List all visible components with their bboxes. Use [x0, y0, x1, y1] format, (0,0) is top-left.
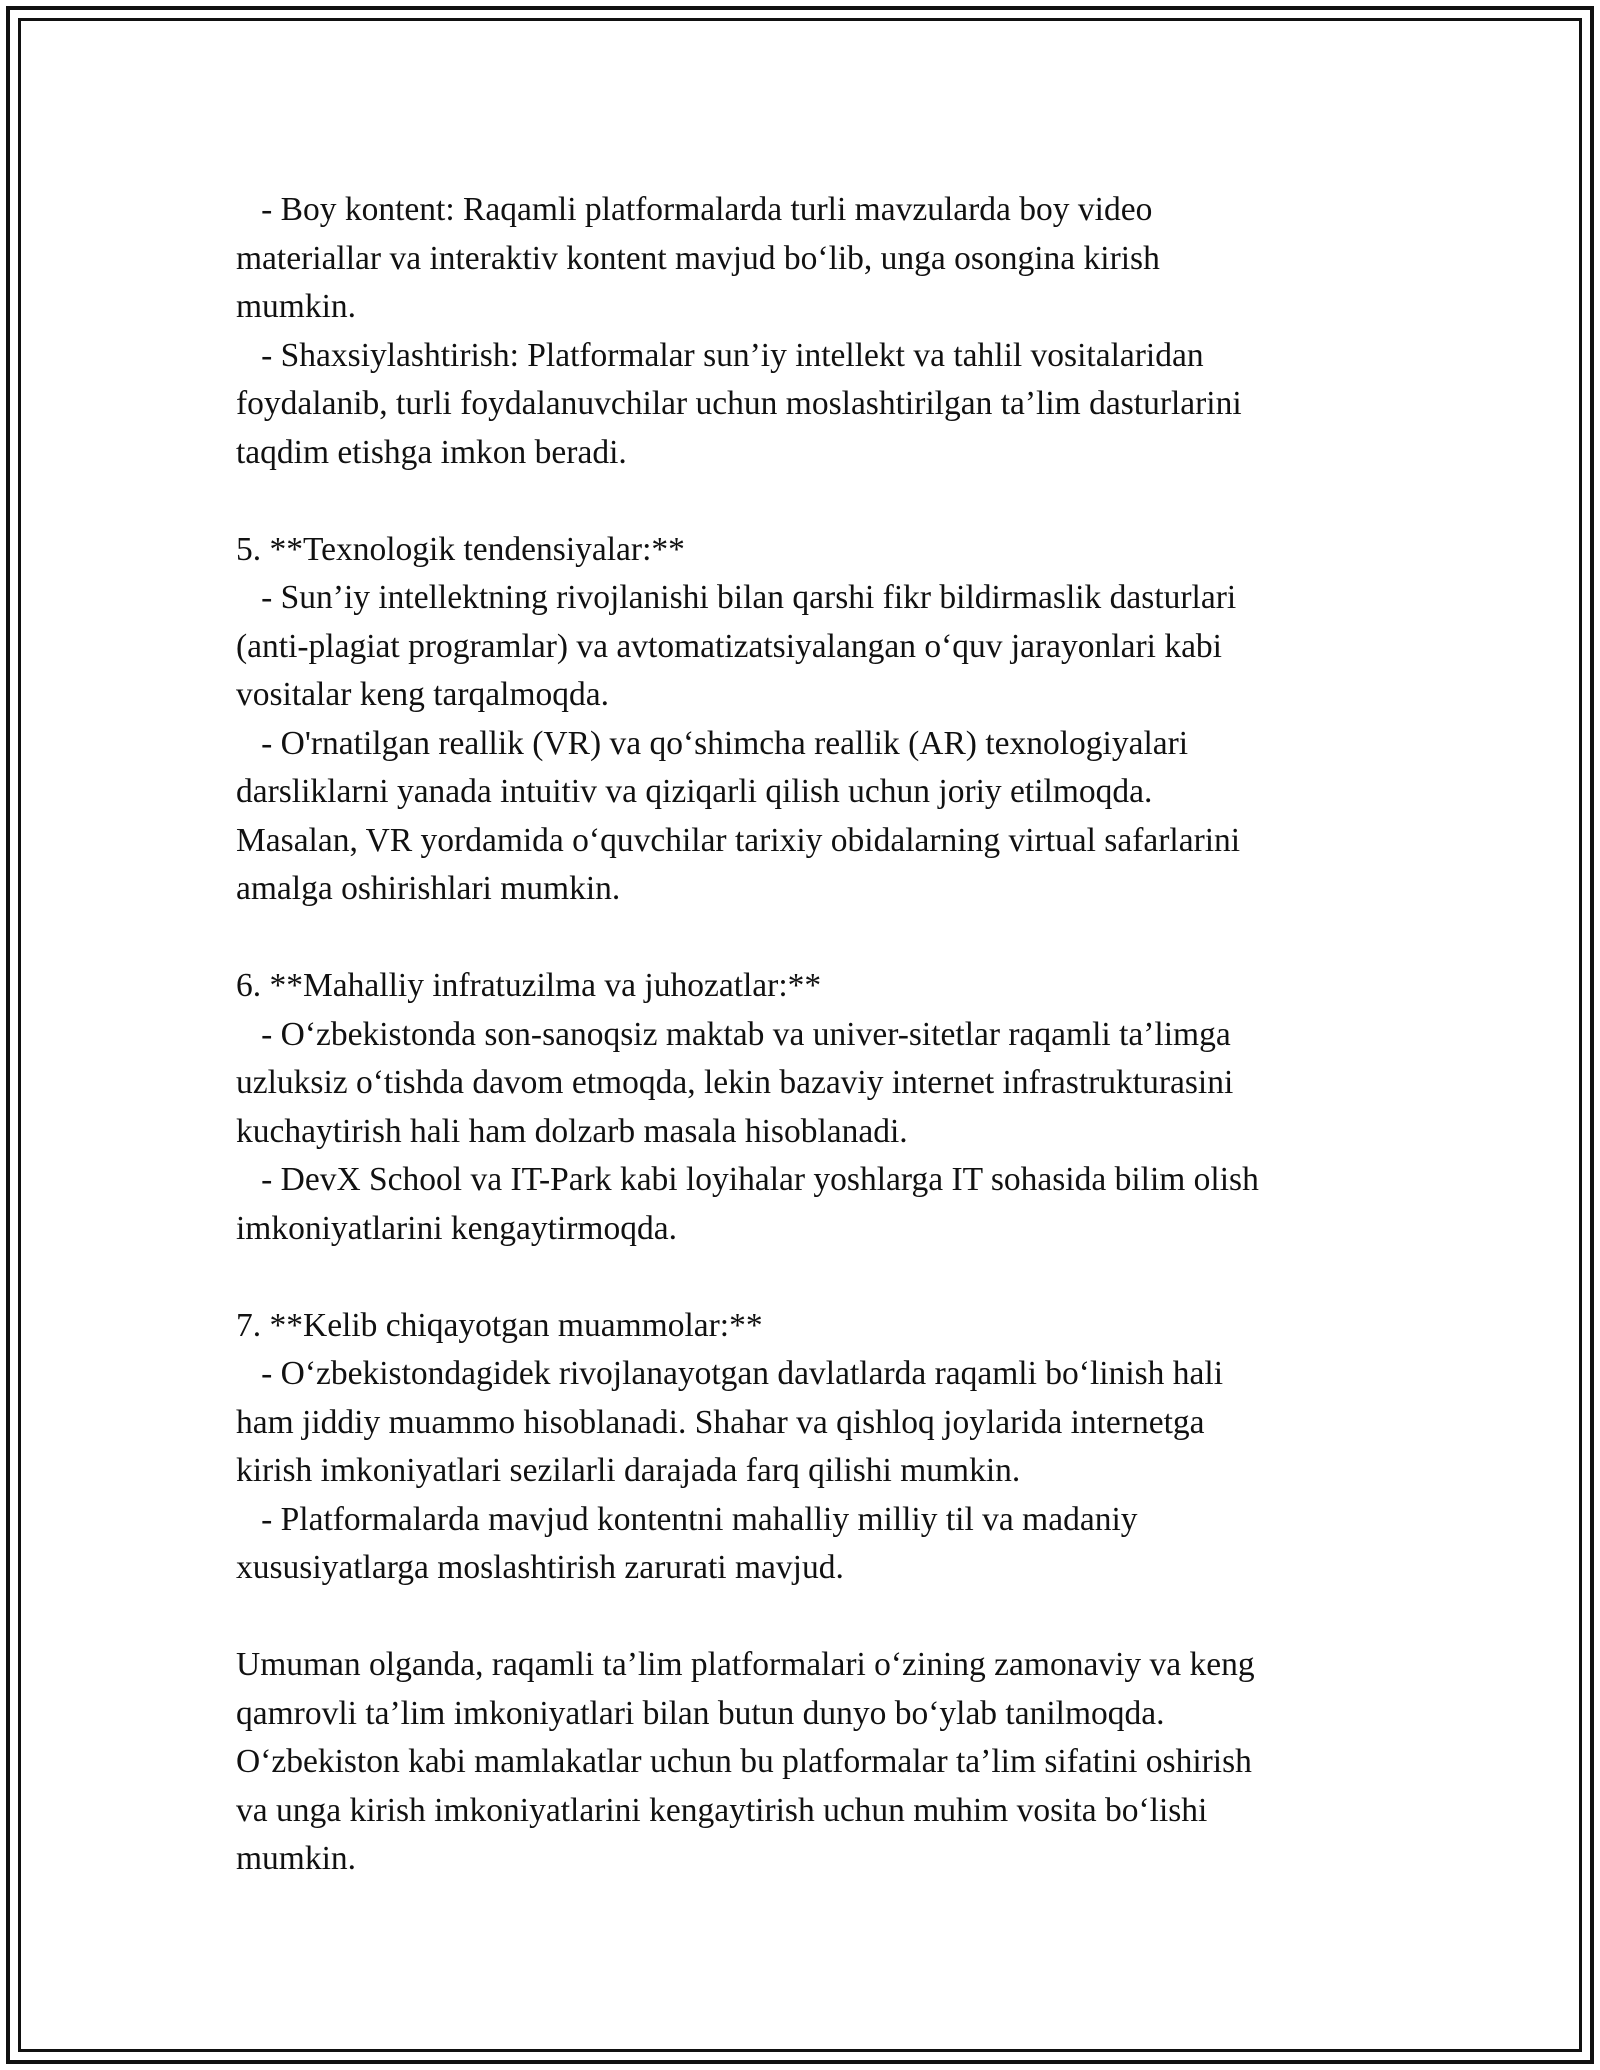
- paragraph-spacer: [236, 914, 1416, 963]
- text-line: amalga oshirishlari mumkin.: [236, 870, 621, 907]
- document-body: [236, 186, 1416, 1884]
- text-line: taqdim etishga imkon beradi.: [236, 433, 627, 471]
- paragraph-benefits: [236, 186, 1416, 477]
- text-line: - O'rnatilgan reallik (VR) va qoʻshimcha reallik (AR) texnologiyalari: [236, 724, 1189, 762]
- paragraph-spacer: [236, 1593, 1416, 1642]
- text-line: Umuman olganda, raqamli ta’lim platformalari oʻzining zamonaviy va keng: [236, 1646, 1255, 1683]
- text-line: darsliklarni yanada intuitiv va qiziqarli qilish uchun joriy etilmoqda.: [236, 773, 1153, 810]
- text-line: mumkin.: [236, 288, 357, 325]
- paragraph-conclusion: [236, 1641, 1416, 1884]
- text-line: Oʻzbekiston kabi mamlakatlar uchun bu platformalar ta’lim sifatini oshirish: [236, 1743, 1252, 1780]
- text-line: ham jiddiy muammo hisoblanadi. Shahar va qishloq joylarida internetga: [236, 1403, 1205, 1441]
- section-heading: 5. **Texnologik tendensiyalar:**: [236, 530, 685, 568]
- text-line: uzluksiz oʻtishda davom etmoqda, lekin bazaviy internet infrastrukturasini: [236, 1064, 1234, 1101]
- text-line: kirish imkoniyatlari sezilarli darajada farq qilishi mumkin.: [236, 1452, 1021, 1489]
- text-line: (anti-plagiat programlar) va avtomatizatsiyalangan oʻquv jarayonlari kabi: [236, 627, 1222, 665]
- paragraph-spacer: [236, 477, 1416, 526]
- text-line: xususiyatlarga moslashtirish zarurati mavjud.: [236, 1549, 844, 1586]
- text-line: - DevX School va IT-Park kabi loyihalar yoshlarga IT sohasida bilim olish: [236, 1161, 1259, 1198]
- paragraph-local-infrastructure: [236, 962, 1416, 1253]
- text-line: - Boy kontent: Raqamli platformalarda turli mavzularda boy video: [236, 191, 1153, 228]
- text-line: kuchaytirish hali ham dolzarb masala hisoblanadi.: [236, 1112, 908, 1150]
- paragraph-tech-trends: [236, 526, 1416, 914]
- text-line: mumkin.: [236, 1840, 357, 1877]
- text-line: qamrovli ta’lim imkoniyatlari bilan butun dunyo boʻylab tanilmoqda.: [236, 1694, 1165, 1732]
- text-line: - Oʻzbekistondagidek rivojlanayotgan davlatlarda raqamli boʻlinish hali: [236, 1355, 1224, 1392]
- text-line: va unga kirish imkoniyatlarini kengaytirish uchun muhim vosita boʻlishi: [236, 1791, 1208, 1829]
- text-line: - Sun’iy intellektning rivojlanishi bilan qarshi fikr bildirmaslik dasturlari: [236, 579, 1237, 616]
- text-line: Masalan, VR yordamida oʻquvchilar tarixiy obidalarning virtual safarlarini: [236, 821, 1241, 859]
- text-line: materiallar va interaktiv kontent mavjud boʻlib, unga osongina kirish: [236, 239, 1160, 277]
- text-line: foydalanib, turli foydalanuvchilar uchun moslashtirilgan ta’lim dasturlarini: [236, 385, 1242, 422]
- text-line: vositalar keng tarqalmoqda.: [236, 676, 610, 713]
- text-line: - Shaxsiylashtirish: Platformalar sun’iy intellekt va tahlil vositalaridan: [236, 336, 1204, 374]
- paragraph-spacer: [236, 1253, 1416, 1302]
- text-line: imkoniyatlarini kengaytirmoqda.: [236, 1209, 677, 1247]
- section-heading: 6. **Mahalliy infratuzilma va juhozatlar:**: [236, 967, 822, 1004]
- section-heading: 7. **Kelib chiqayotgan muammolar:**: [236, 1306, 763, 1344]
- paragraph-emerging-problems: [236, 1302, 1416, 1593]
- text-line: - Oʻzbekistonda son-sanoqsiz maktab va univer-sitetlar raqamli ta’limga: [236, 1015, 1231, 1053]
- text-line: - Platformalarda mavjud kontentni mahalliy milliy til va madaniy: [236, 1500, 1138, 1538]
